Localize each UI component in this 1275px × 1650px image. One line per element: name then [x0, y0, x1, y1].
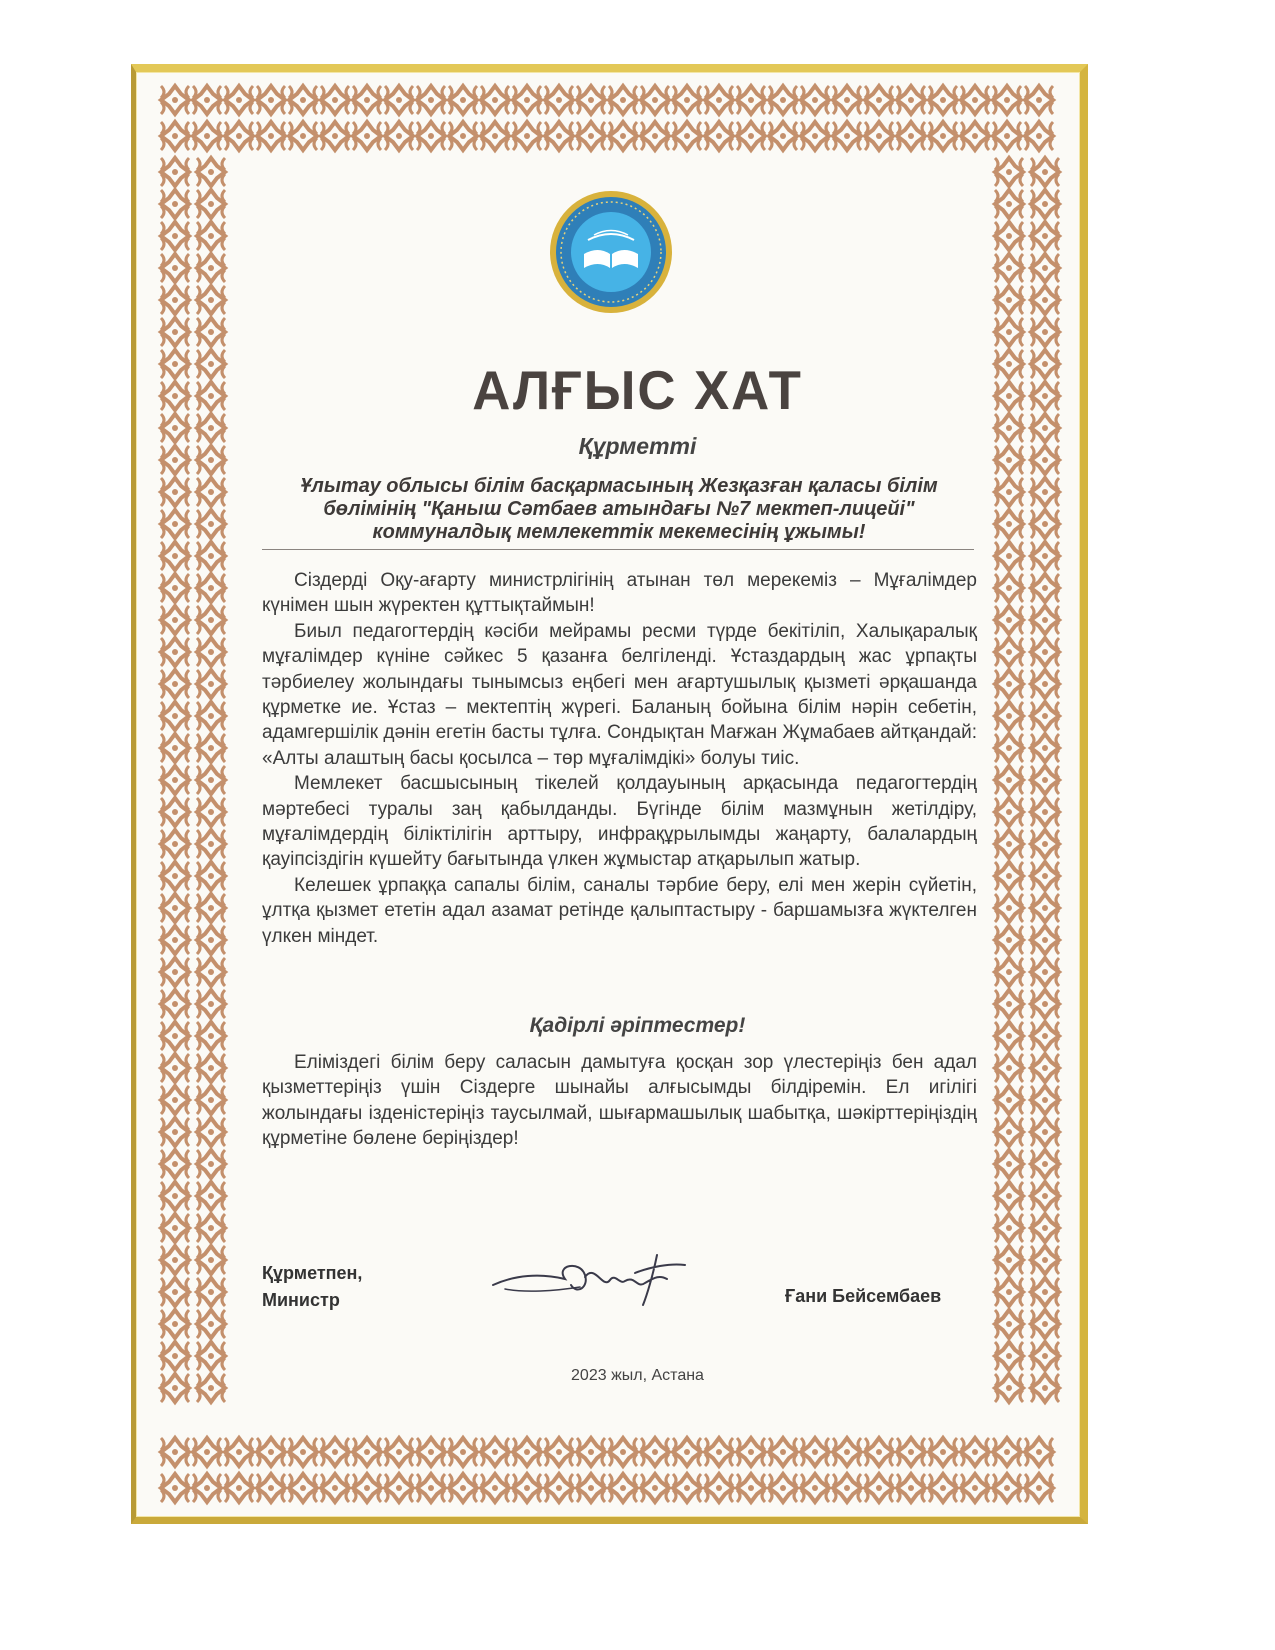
ornament-motif — [1031, 958, 1059, 986]
handwritten-signature — [485, 1245, 695, 1310]
ornament-motif — [1025, 122, 1053, 150]
ornament-motif — [705, 1438, 733, 1466]
ornament-motif — [1031, 1054, 1059, 1082]
ornament-motif — [545, 1438, 573, 1466]
ornament-motif — [197, 574, 225, 602]
ornament-motif — [161, 254, 189, 282]
ornament-motif — [161, 190, 189, 218]
ornament-motif — [1031, 1278, 1059, 1306]
ornament-motif — [161, 926, 189, 954]
ornament-motif — [513, 1438, 541, 1466]
ornament-motif — [993, 1438, 1021, 1466]
paragraph: Биыл педагогтердің кәсіби мейрамы ресми түрде бекітіліп, Халықаралық мұғалімдер күніне сәйкес 5 қазанға белгіленді. Ұстаздардың жас ұрпақты тәрбиелеу жолындағы тынымсыз еңбегі мен ағартушылық қызметі әрқашанда құрметке ие. Ұстаз – мектептің жүрегі. Баланың бойына білім нәрін себетін, адамгершілік дәнін егетін басты тұлға. Сондықтан Мағжан Жұмабаев айтқандай: «Алты алаштың басы қосылса – төр мұғалімдікі» болуы тиіс. — [262, 620, 977, 769]
ornament-motif — [897, 1438, 925, 1466]
ornament-motif — [197, 638, 225, 666]
ornament-motif — [737, 122, 765, 150]
ornament-motif — [995, 766, 1023, 794]
ornament-motif — [1031, 766, 1059, 794]
ornament-motif — [1031, 1246, 1059, 1274]
ornament-motif — [225, 1438, 253, 1466]
ornament-motif — [897, 1474, 925, 1502]
ornament-motif — [641, 86, 669, 114]
ornament-motif — [197, 1150, 225, 1178]
ornament-motif — [197, 1246, 225, 1274]
sign-off — [262, 1260, 362, 1314]
ornament-motif — [929, 1438, 957, 1466]
ornament-motif — [995, 958, 1023, 986]
ornament-motif — [1031, 158, 1059, 186]
ornament-motif — [995, 1278, 1023, 1306]
ornament-motif — [161, 542, 189, 570]
ornament-motif — [995, 478, 1023, 506]
ornament-motif — [545, 1474, 573, 1502]
ornament-motif — [961, 1438, 989, 1466]
ornament-motif — [1031, 638, 1059, 666]
ornament-motif — [801, 86, 829, 114]
ornament-motif — [193, 1474, 221, 1502]
ornament-motif — [161, 1310, 189, 1338]
ornament-motif — [161, 670, 189, 698]
ornament-motif — [995, 1086, 1023, 1114]
ornament-motif — [995, 862, 1023, 890]
closing-body — [262, 1050, 977, 1152]
ornament-motif — [929, 122, 957, 150]
ornament-motif — [995, 606, 1023, 634]
ornament-motif — [993, 122, 1021, 150]
ornament-motif — [705, 86, 733, 114]
ornament-motif — [197, 254, 225, 282]
ornament-motif — [161, 798, 189, 826]
ornament-motif — [1031, 894, 1059, 922]
book-emblem-icon — [548, 188, 674, 316]
ornament-motif — [995, 670, 1023, 698]
ornament-motif — [161, 478, 189, 506]
ornament-motif — [1031, 926, 1059, 954]
ornament-motif — [833, 1438, 861, 1466]
position-title: Министр — [262, 1290, 340, 1310]
ornament-motif — [449, 1474, 477, 1502]
ornament-motif — [1031, 318, 1059, 346]
ornament-motif — [161, 830, 189, 858]
ornament-motif — [641, 1474, 669, 1502]
ornament-motif — [1031, 542, 1059, 570]
ornament-motif — [995, 638, 1023, 666]
ornament-motif — [995, 1054, 1023, 1082]
ornament-motif — [1031, 1182, 1059, 1210]
ornament-motif — [417, 1474, 445, 1502]
ornament-motif — [577, 86, 605, 114]
ornament-motif — [995, 1118, 1023, 1146]
ornament-motif — [197, 862, 225, 890]
ornament-motif — [417, 86, 445, 114]
ornament-motif — [197, 766, 225, 794]
letter-body — [262, 568, 977, 949]
ornament-motif — [481, 1474, 509, 1502]
ornament-motif — [197, 542, 225, 570]
ornament-motif — [995, 318, 1023, 346]
ornament-motif — [161, 766, 189, 794]
ornament-motif — [1025, 1474, 1053, 1502]
ornament-motif — [929, 86, 957, 114]
ornament-motif — [995, 190, 1023, 218]
ornament-motif — [161, 1182, 189, 1210]
ornament-motif — [995, 286, 1023, 314]
ornament-motif — [353, 86, 381, 114]
ornament-motif — [161, 638, 189, 666]
ornament-motif — [995, 1214, 1023, 1242]
ornament-motif — [197, 702, 225, 730]
ornament-motif — [1031, 190, 1059, 218]
ornament-motif — [385, 122, 413, 150]
ornament-motif — [161, 1150, 189, 1178]
ornament-motif — [995, 254, 1023, 282]
ornament-motif — [737, 1438, 765, 1466]
ornament-motif — [197, 318, 225, 346]
ornament-motif — [737, 1474, 765, 1502]
ornament-motif — [161, 702, 189, 730]
paragraph: Сіздерді Оқу-ағарту министрлігінің атынан төл мерекеміз – Мұғалімдер күнімен шын жүректен құттықтаймын! — [262, 570, 977, 617]
ornament-motif — [257, 1438, 285, 1466]
ornament-motif — [417, 1438, 445, 1466]
ornament-motif — [289, 1474, 317, 1502]
ornament-motif — [769, 86, 797, 114]
ornament-motif — [961, 1474, 989, 1502]
ornament-motif — [353, 1438, 381, 1466]
ornament-motif — [161, 1118, 189, 1146]
ornament-motif — [673, 86, 701, 114]
ornament-motif — [1031, 286, 1059, 314]
ornament-motif — [197, 734, 225, 762]
ornament-motif — [641, 1438, 669, 1466]
ornament-motif — [995, 702, 1023, 730]
ornament-motif — [769, 1474, 797, 1502]
ornament-motif — [321, 86, 349, 114]
ornament-motif — [197, 1182, 225, 1210]
ornament-motif — [769, 1438, 797, 1466]
ornament-motif — [197, 926, 225, 954]
ornament-motif — [769, 122, 797, 150]
ornament-motif — [641, 122, 669, 150]
ornament-motif — [1031, 1086, 1059, 1114]
ornament-motif — [225, 122, 253, 150]
ornament-motif — [1031, 510, 1059, 538]
ornament-motif — [257, 86, 285, 114]
ornament-motif — [995, 798, 1023, 826]
ornament-motif — [417, 122, 445, 150]
ornament-motif — [161, 158, 189, 186]
ornament-motif — [197, 1118, 225, 1146]
salutation: Қадірлі әріптестер! — [529, 1014, 746, 1037]
ornament-motif — [609, 1438, 637, 1466]
ornament-motif — [897, 122, 925, 150]
ornament-motif — [993, 86, 1021, 114]
ornament-motif — [1031, 1214, 1059, 1242]
ornament-motif — [289, 86, 317, 114]
ornament-motif — [481, 122, 509, 150]
ornament-motif — [577, 1474, 605, 1502]
ornament-motif — [513, 86, 541, 114]
ornament-motif — [225, 86, 253, 114]
ornament-motif — [289, 122, 317, 150]
ornament-motif — [673, 1438, 701, 1466]
ornament-motif — [577, 122, 605, 150]
ornament-motif — [1031, 1310, 1059, 1338]
ornament-motif — [1031, 1342, 1059, 1370]
ornament-motif — [197, 798, 225, 826]
ornament-motif — [161, 894, 189, 922]
ornament-motif — [705, 122, 733, 150]
ornament-motif — [197, 1214, 225, 1242]
ornament-motif — [197, 1054, 225, 1082]
paragraph: Келешек ұрпаққа сапалы білім, саналы тәрбие беру, елі мен жерін сүйетін, ұлтқа қызмет ететін адал азамат ретінде қалыптастыру - баршамызға жүктелген үлкен міндет. — [262, 874, 977, 947]
ornament-motif — [161, 1086, 189, 1114]
ornament-motif — [161, 222, 189, 250]
ornament-motif — [995, 222, 1023, 250]
ornament-motif — [995, 926, 1023, 954]
ornament-motif — [197, 830, 225, 858]
signatory-name: Ғани Бейсембаев — [785, 1286, 942, 1306]
ornament-motif — [161, 1246, 189, 1274]
greeting: Құрметті — [578, 433, 697, 459]
ornament-motif — [545, 86, 573, 114]
ornament-motif — [449, 1438, 477, 1466]
ornament-motif — [1031, 702, 1059, 730]
ornament-motif — [197, 606, 225, 634]
ornament-motif — [1031, 734, 1059, 762]
ornament-motif — [961, 122, 989, 150]
ornament-motif — [961, 86, 989, 114]
ornament-motif — [1031, 798, 1059, 826]
divider — [262, 549, 974, 550]
ornament-motif — [801, 1474, 829, 1502]
ornament-motif — [673, 1474, 701, 1502]
ornament-motif — [321, 122, 349, 150]
ornament-motif — [865, 122, 893, 150]
ornament-motif — [161, 122, 189, 150]
ornament-motif — [995, 1150, 1023, 1178]
ornament-motif — [321, 1438, 349, 1466]
ornament-motif — [385, 1474, 413, 1502]
ornament-motif — [609, 122, 637, 150]
ornament-motif — [161, 574, 189, 602]
ornament-motif — [197, 670, 225, 698]
ornament-motif — [1031, 1150, 1059, 1178]
ornament-motif — [161, 286, 189, 314]
ornament-motif — [197, 510, 225, 538]
ornament-motif — [705, 1474, 733, 1502]
ornament-motif — [197, 1086, 225, 1114]
ornament-motif — [897, 86, 925, 114]
ornament-motif — [673, 122, 701, 150]
ornament-motif — [1031, 670, 1059, 698]
ornament-motif — [385, 86, 413, 114]
ornament-motif — [257, 1474, 285, 1502]
ornament-motif — [995, 1246, 1023, 1274]
ornament-motif — [161, 734, 189, 762]
ornament-motif — [929, 1474, 957, 1502]
ornament-motif — [449, 86, 477, 114]
ornament-motif — [995, 1342, 1023, 1370]
ornament-motif — [995, 894, 1023, 922]
ornament-motif — [545, 122, 573, 150]
ornament-motif — [197, 222, 225, 250]
ornament-motif — [513, 1474, 541, 1502]
ornament-motif — [609, 86, 637, 114]
ornament-motif — [161, 1054, 189, 1082]
ornament-motif — [833, 1474, 861, 1502]
ornament-motif — [1031, 478, 1059, 506]
date-place: 2023 жыл, Астана — [571, 1367, 704, 1384]
ornament-motif — [1031, 862, 1059, 890]
ornament-motif — [161, 318, 189, 346]
addressee: Ұлытау облысы білім басқармасының Жезқазған қаласы білім бөлімінің "Қаныш Сәтбаев атындағы №7 мектеп-лицейі" коммуналдық мемлекеттік мекемесінің ұжымы! — [300, 475, 938, 543]
ornament-motif — [1031, 1118, 1059, 1146]
ornament-motif — [197, 894, 225, 922]
ornament-motif — [1031, 574, 1059, 602]
ornament-motif — [833, 122, 861, 150]
ornament-motif — [257, 122, 285, 150]
ornament-motif — [801, 122, 829, 150]
document-title: АЛҒЫС ХАТ — [472, 359, 803, 421]
ornament-motif — [995, 830, 1023, 858]
ornament-motif — [577, 1438, 605, 1466]
ornament-motif — [353, 122, 381, 150]
ornament-motif — [197, 158, 225, 186]
ornament-motif — [865, 1438, 893, 1466]
ornament-motif — [865, 86, 893, 114]
ornament-motif — [833, 86, 861, 114]
ornament-motif — [995, 1310, 1023, 1338]
paragraph: Мемлекет басшысының тікелей қолдауының арқасында педагогтердің мәртебесі туралы заң қабылданды. Бүгінде білім мазмұнын жетілдіру, мұғалімдердің біліктілігін арттыру, инфрақұрылымды жаңарту, балалардың қауіпсіздігін күшейту бағытында үлкен жұмыстар атқарылып жатыр. — [262, 773, 977, 871]
paragraph: Еліміздегі білім беру саласын дамытуға қосқан зор үлестеріңіз бен адал қызметтеріңіз үшін Сіздерге шынайы алғысымды білдіремін. Ел игілігі жолындағы ізденістеріңіз таусылмай, шығармашылық шабытқа, шәкірттеріңіздің құрметіне бөлене беріңіздер! — [262, 1052, 977, 1150]
ornament-motif — [161, 606, 189, 634]
ornament-motif — [353, 1474, 381, 1502]
ornament-motif — [161, 1474, 189, 1502]
ornament-motif — [481, 86, 509, 114]
ornament-motif — [995, 1182, 1023, 1210]
ornament-motif — [161, 1438, 189, 1466]
ornament-motif — [321, 1474, 349, 1502]
ornament-motif — [225, 1474, 253, 1502]
ornament-motif — [449, 122, 477, 150]
ornament-motif — [995, 574, 1023, 602]
sign-off-line: Құрметпен, — [262, 1263, 363, 1283]
ornament-motif — [197, 958, 225, 986]
ornament-motif — [161, 1278, 189, 1306]
ornament-motif — [161, 1342, 189, 1370]
ornament-motif — [1025, 1438, 1053, 1466]
ornament-motif — [197, 1310, 225, 1338]
ornament-motif — [995, 542, 1023, 570]
ornament-motif — [197, 1342, 225, 1370]
ornament-motif — [197, 190, 225, 218]
ornament-motif — [161, 862, 189, 890]
ornament-motif — [1025, 86, 1053, 114]
ornament-motif — [1031, 830, 1059, 858]
ornament-motif — [737, 86, 765, 114]
ornament-motif — [385, 1438, 413, 1466]
ornament-motif — [1031, 222, 1059, 250]
ornament-motif — [161, 1214, 189, 1242]
ornament-motif — [865, 1474, 893, 1502]
ornament-motif — [161, 86, 189, 114]
ornament-motif — [161, 958, 189, 986]
ornament-motif — [193, 122, 221, 150]
ornament-motif — [995, 734, 1023, 762]
ornament-motif — [197, 286, 225, 314]
ornament-motif — [801, 1438, 829, 1466]
ornament-motif — [193, 1438, 221, 1466]
ornament-motif — [995, 510, 1023, 538]
ornament-motif — [289, 1438, 317, 1466]
ornament-motif — [1031, 606, 1059, 634]
ornament-motif — [995, 158, 1023, 186]
ornament-motif — [993, 1474, 1021, 1502]
ornament-motif — [609, 1474, 637, 1502]
ornament-motif — [513, 122, 541, 150]
ornament-motif — [1031, 254, 1059, 282]
ornament-motif — [197, 1278, 225, 1306]
ornament-motif — [161, 510, 189, 538]
ornament-motif — [481, 1438, 509, 1466]
ornament-motif — [193, 86, 221, 114]
ornament-motif — [197, 478, 225, 506]
